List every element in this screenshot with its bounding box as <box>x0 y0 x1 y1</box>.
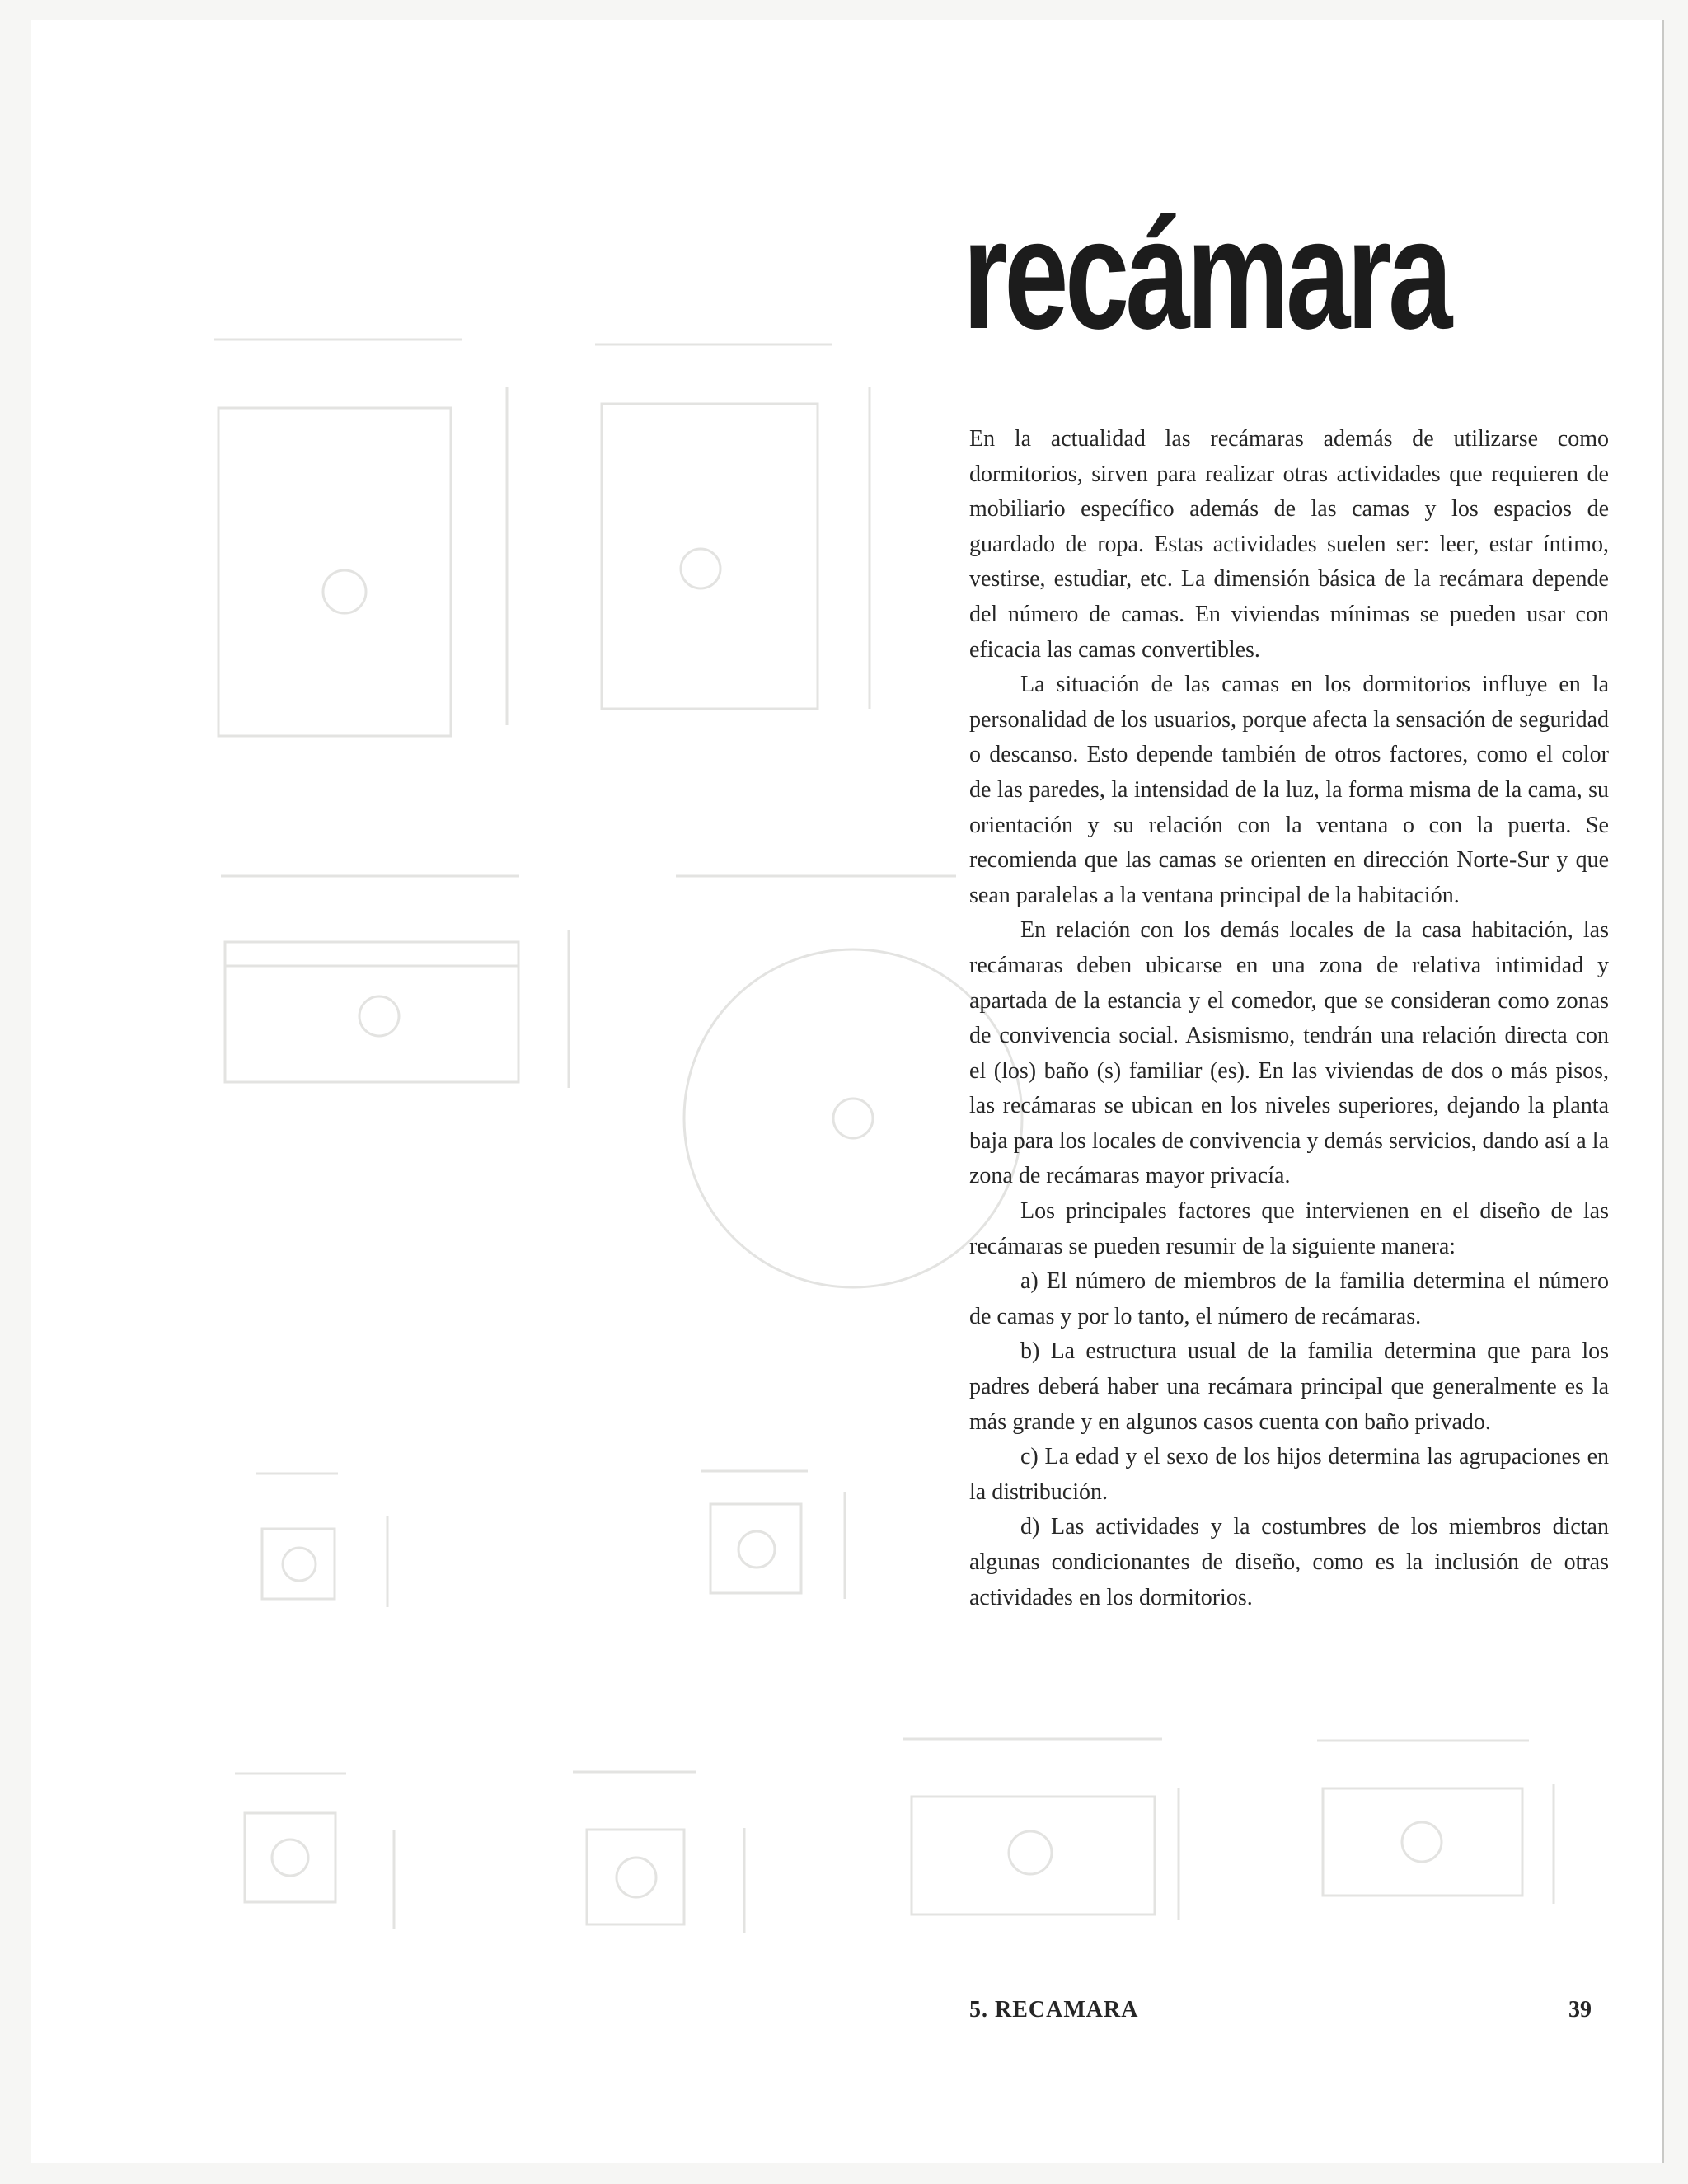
body-text <box>969 422 1609 1615</box>
list-item-b: b) La estructura usual de la familia determina que para los padres deberá haber una recámara principal que generalmente es la más grande y en algunos casos cuenta con baño privado. <box>969 1338 1609 1435</box>
list-item-c: c) La edad y el sexo de los hijos determina las agrupaciones en la distribución. <box>969 1444 1609 1505</box>
paragraph-intro: En la actualidad las recámaras además de utilizarse como dormitorios, sirven para realizar otras actividades que requieren de mobiliario específico además de las camas y los espacios de guardado de ropa. Estas actividades suelen ser: leer, estar íntimo, vestirse, estudiar, etc. La dimensión básica de la recámara depende del número de camas. En viviendas mínimas se pueden usar con eficacia las camas convertibles. <box>969 426 1609 663</box>
page-title: recámara <box>963 187 1449 362</box>
paragraph-bed-placement: La situación de las camas en los dormitorios influye en la personalidad de los usuarios, porque afecta la sensación de seguridad o descanso. Esto depende también de otros factores, como el color de las paredes, la intensidad de la luz, la forma misma de la cama, su orientación y su relación con la ventana o con la puerta. Se recomienda que las camas se orienten en dirección Norte-Sur y que sean paralelas a la ventana principal de la habitación. <box>969 672 1609 908</box>
list-item-a: a) El número de miembros de la familia determina el número de camas y por lo tanto, el número de recámaras. <box>969 1268 1609 1329</box>
paragraph-location: En relación con los demás locales de la casa habitación, las recámaras deben ubicarse en una zona de relativa intimidad y apartada de la estancia y el comedor, que se consideran como zonas de convivencia social. Asismismo, tendrán una relación directa con el (los) baño (s) familiar (es). En las viviendas de dos o más pisos, las recámaras se ubican en los niveles superiores, dejando la planta baja para los locales de convivencia y demás servicios, dando así a la zona de recámaras mayor privacía. <box>969 917 1609 1189</box>
footer-section-label: 5. RECAMARA <box>969 1997 1139 2022</box>
paragraph-design-factors: Los principales factores que intervienen en el diseño de las recámaras se pueden resumir de la siguiente manera: <box>969 1198 1609 1259</box>
list-item-d: d) Las actividades y la costumbres de los miembros dictan algunas condicionantes de diseño, como es la inclusión de otras actividades en los dormitorios. <box>969 1514 1609 1610</box>
page-number: 39 <box>1568 1997 1592 2022</box>
